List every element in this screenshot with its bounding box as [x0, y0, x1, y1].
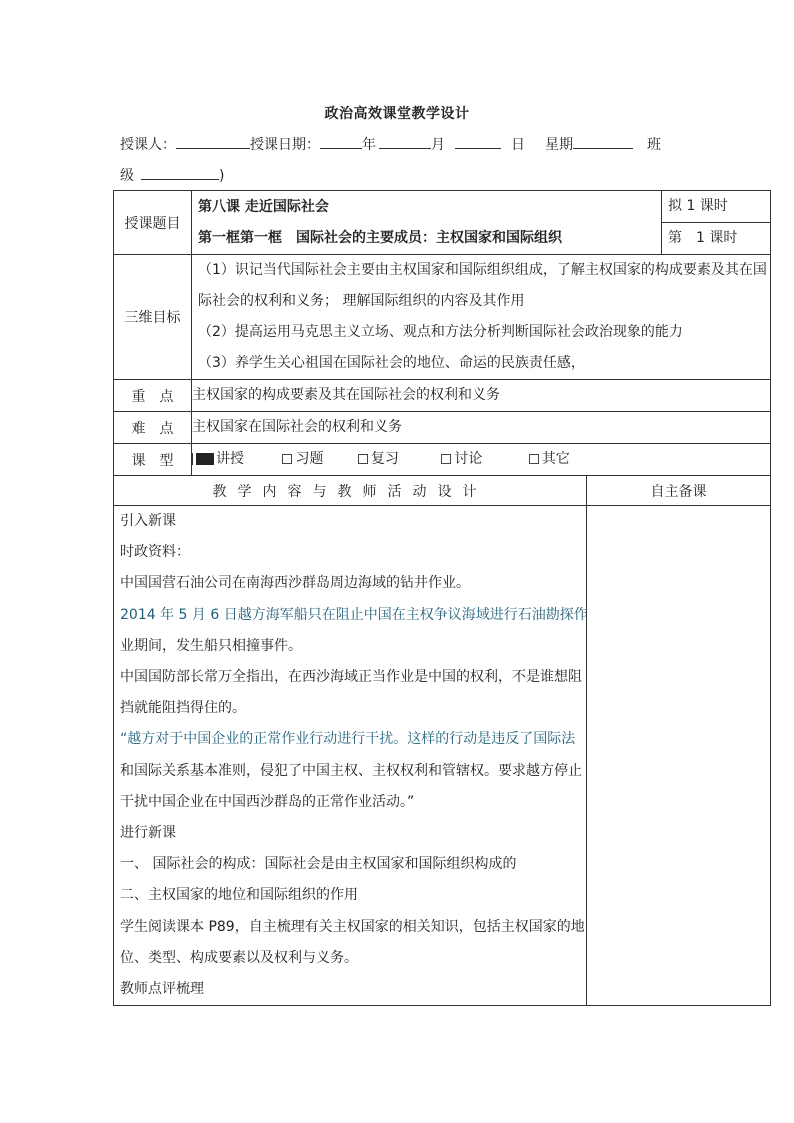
date-label: 授课日期：: [250, 137, 320, 153]
month-label: 月: [431, 137, 445, 153]
lesson-plan-table: [113, 190, 771, 1006]
other-label: 其它: [541, 451, 570, 467]
teacher-blank: [176, 134, 250, 149]
key-text: 主权国家的构成要素及其在国际社会的权利和义务: [192, 380, 771, 412]
exercise-label: 习题: [295, 451, 324, 467]
page-title: 政治高效课堂教学设计: [324, 106, 470, 122]
topic-cell: [192, 191, 662, 255]
content-row: [114, 506, 771, 1006]
topic-row: [114, 191, 771, 255]
body-line: 中国国营石油公司在南海西沙群岛周边海域的钻井作业。: [120, 575, 470, 592]
content-body: [114, 506, 587, 1006]
key-row: [114, 380, 771, 412]
body-line: 一、 国际社会的构成：国际社会是由主权国家和国际组织构成的: [120, 856, 517, 873]
body-line: 挡就能阻挡得住的。: [120, 700, 246, 717]
frame-title: 第一框第一框 国际社会的主要成员：主权国家和国际组织: [198, 229, 562, 246]
discuss-label: 讨论: [454, 451, 483, 467]
teacher-label: 授课人：: [120, 137, 176, 153]
discuss-option[interactable]: [441, 451, 482, 467]
weekday-blank: [573, 134, 633, 149]
body-line: 二、主权国家的地位和国际组织的作用: [120, 887, 358, 904]
other-option[interactable]: [529, 451, 570, 467]
review-option[interactable]: [358, 451, 399, 467]
body-line: 2014 年 5 月 6 日越方海军船只在阻止中国在主权争议海域进行石油勘探作: [120, 606, 588, 623]
goal-line: 际社会的权利和义务； 理解国际组织的内容及其作用: [198, 293, 525, 309]
body-line: 时政资料：: [120, 544, 190, 561]
grade-blank: [141, 165, 219, 180]
self-prep-body: [587, 506, 771, 1006]
day-blank: [455, 134, 501, 149]
body-line: 学生阅读课本 P89，自主梳理有关主权国家的相关知识，包括主权国家的地: [120, 918, 585, 935]
body-line: 引入新课: [120, 513, 176, 529]
lecture-label: 讲授: [216, 451, 244, 467]
grade-label: 级: [120, 168, 134, 184]
body-line: 中国国防部长常万全指出，在西沙海域正当作业是中国的权利，不是谁想阻: [120, 669, 582, 686]
exercise-option[interactable]: [282, 451, 323, 467]
body-line: 和国际关系基本准则，侵犯了中国主权、主权权利和管辖权。要求越方停止: [120, 762, 582, 779]
body-line: 教师点评梳理: [120, 981, 204, 998]
body-line: 位、类型、构成要素以及权利与义务。: [120, 949, 358, 966]
checkbox-icon: [441, 454, 451, 464]
difficult-row: [114, 412, 771, 444]
type-row: [114, 444, 771, 476]
body-line: 业期间，发生船只相撞事件。: [120, 637, 302, 654]
lesson-title: 第八课 走近国际社会: [198, 198, 329, 215]
header-line-1: [120, 134, 661, 154]
year-label: 年: [362, 137, 376, 153]
type-label: 课 型: [114, 444, 192, 476]
goals-cell: [192, 255, 771, 380]
body-line: 干扰中国企业在中国西沙群岛的正常作业活动。”: [120, 793, 415, 810]
difficult-label: 难 点: [114, 412, 192, 444]
plan-hours: 拟 1 课时: [662, 191, 770, 223]
current-hours: 第 1 课时: [668, 230, 738, 246]
grade-close: ): [219, 168, 225, 184]
goal-line: （2）提高运用马克思主义立场、观点和方法分析判断国际社会政治现象的能力: [198, 324, 683, 340]
content-header-row: [114, 476, 771, 506]
difficult-text: 主权国家在国际社会的权利和义务: [192, 412, 771, 444]
body-line: 进行新课: [120, 825, 176, 842]
weekday-label: 星期: [545, 137, 573, 153]
month-blank: [379, 134, 431, 149]
key-label: 重 点: [114, 380, 192, 412]
class-label: 班: [647, 137, 661, 153]
goal-line: （1）识记当代国际社会主要由主权国家和国际组织组成，了解主权国家的构成要素及其在国: [198, 262, 767, 278]
hours-cell: [662, 191, 771, 255]
review-label: 复习: [370, 451, 399, 467]
self-prep-header: 自主备课: [587, 476, 771, 506]
goal-line: （3）养学生关心祖国在国际社会的地位、命运的民族责任感，: [198, 355, 585, 371]
goals-label: 三维目标: [114, 255, 192, 380]
content-header: 教学内容与教师活动设计: [114, 476, 587, 506]
goals-row: [114, 255, 771, 380]
lecture-option[interactable]: [192, 451, 244, 467]
year-blank: [320, 134, 362, 149]
type-options: [192, 444, 771, 476]
header-line-2: [120, 165, 224, 185]
day-label: 日: [511, 137, 525, 153]
checkbox-icon: [358, 454, 368, 464]
body-line: “越方对于中国企业的正常作业行动进行干扰。这样的行动是违反了国际法: [120, 731, 576, 748]
topic-label: 授课题目: [114, 191, 192, 255]
filled-box-icon: [196, 453, 214, 465]
checkbox-icon: [282, 454, 292, 464]
checkbox-icon: [529, 454, 539, 464]
